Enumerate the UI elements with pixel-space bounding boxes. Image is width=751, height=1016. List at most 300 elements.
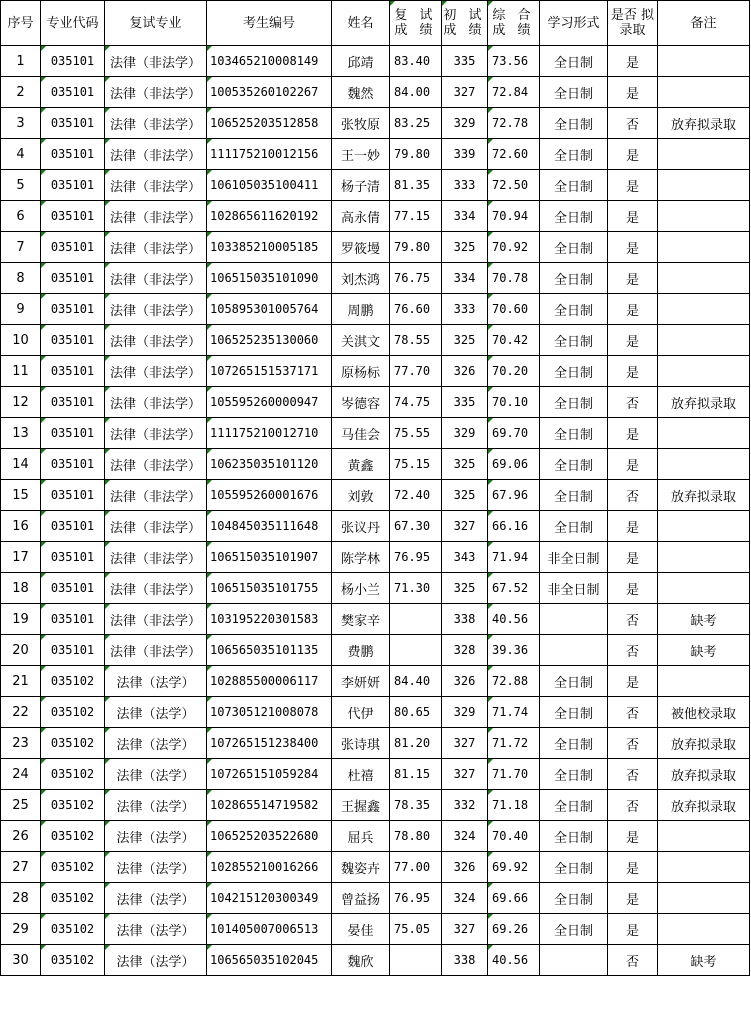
cell-major-code: 035101: [41, 108, 105, 139]
cell-note: [658, 77, 750, 108]
cell-initial-score: 326: [442, 852, 488, 883]
cell-major-code: 035101: [41, 139, 105, 170]
cell-admit: 是: [608, 883, 658, 914]
cell-seq: 4: [1, 139, 41, 170]
cell-candidate-id: 102865611620192: [207, 201, 332, 232]
cell-total-score: 69.66: [488, 883, 540, 914]
cell-major: 法律（非法学）: [105, 325, 207, 356]
cell-name: 张诗琪: [332, 728, 390, 759]
cell-admit: 是: [608, 170, 658, 201]
cell-major: 法律（法学）: [105, 852, 207, 883]
cell-initial-score: 327: [442, 77, 488, 108]
cell-study-mode: 全日制: [540, 263, 608, 294]
cell-major: 法律（法学）: [105, 697, 207, 728]
cell-candidate-id: 105895301005764: [207, 294, 332, 325]
cell-name: 屈兵: [332, 821, 390, 852]
cell-note: 被他校录取: [658, 697, 750, 728]
cell-major: 法律（法学）: [105, 821, 207, 852]
cell-admit: 是: [608, 914, 658, 945]
cell-seq: 17: [1, 542, 41, 573]
cell-major-code: 035101: [41, 294, 105, 325]
cell-total-score: 71.18: [488, 790, 540, 821]
cell-initial-score: 324: [442, 821, 488, 852]
cell-total-score: 69.06: [488, 449, 540, 480]
header-seq: 序号: [1, 1, 41, 46]
cell-name: 张议丹: [332, 511, 390, 542]
cell-candidate-id: 103465210008149: [207, 46, 332, 77]
cell-seq: 8: [1, 263, 41, 294]
cell-candidate-id: 107265151059284: [207, 759, 332, 790]
cell-name: 代伊: [332, 697, 390, 728]
cell-study-mode: 全日制: [540, 666, 608, 697]
cell-major: 法律（非法学）: [105, 387, 207, 418]
table-row: [1, 883, 750, 914]
cell-total-score: 69.92: [488, 852, 540, 883]
cell-candidate-id: 100535260102267: [207, 77, 332, 108]
cell-name: 杜禧: [332, 759, 390, 790]
cell-admit: 是: [608, 449, 658, 480]
cell-retest-score: 78.35: [390, 790, 442, 821]
cell-name: 李妍妍: [332, 666, 390, 697]
cell-retest-score: 76.95: [390, 542, 442, 573]
cell-major-code: 035101: [41, 232, 105, 263]
table-row: [1, 790, 750, 821]
cell-study-mode: 全日制: [540, 883, 608, 914]
cell-retest-score: 81.15: [390, 759, 442, 790]
header-mode: 学习形式: [540, 1, 608, 46]
cell-study-mode: 全日制: [540, 139, 608, 170]
cell-seq: 12: [1, 387, 41, 418]
cell-note: 放弃拟录取: [658, 759, 750, 790]
cell-admit: 是: [608, 418, 658, 449]
cell-admit: 是: [608, 201, 658, 232]
table-row: [1, 666, 750, 697]
cell-seq: 22: [1, 697, 41, 728]
cell-major: 法律（非法学）: [105, 480, 207, 511]
cell-note: [658, 852, 750, 883]
cell-note: [658, 232, 750, 263]
cell-name: 晏佳: [332, 914, 390, 945]
cell-study-mode: 全日制: [540, 759, 608, 790]
cell-major-code: 035101: [41, 449, 105, 480]
cell-retest-score: 84.00: [390, 77, 442, 108]
cell-note: 缺考: [658, 945, 750, 976]
cell-major: 法律（非法学）: [105, 511, 207, 542]
cell-seq: 1: [1, 46, 41, 77]
cell-note: [658, 294, 750, 325]
cell-total-score: 70.42: [488, 325, 540, 356]
cell-total-score: 67.96: [488, 480, 540, 511]
cell-candidate-id: 111175210012156: [207, 139, 332, 170]
cell-total-score: 72.88: [488, 666, 540, 697]
cell-candidate-id: 106235035101120: [207, 449, 332, 480]
cell-candidate-id: 102885500006117: [207, 666, 332, 697]
cell-total-score: 72.78: [488, 108, 540, 139]
cell-retest-score: 77.70: [390, 356, 442, 387]
cell-study-mode: 全日制: [540, 387, 608, 418]
cell-candidate-id: 105595260001676: [207, 480, 332, 511]
cell-name: 张牧原: [332, 108, 390, 139]
cell-total-score: 71.74: [488, 697, 540, 728]
cell-study-mode: 全日制: [540, 356, 608, 387]
cell-candidate-id: 106105035100411: [207, 170, 332, 201]
cell-candidate-id: 107265151537171: [207, 356, 332, 387]
cell-name: 王握鑫: [332, 790, 390, 821]
cell-major: 法律（非法学）: [105, 46, 207, 77]
cell-initial-score: 335: [442, 387, 488, 418]
cell-note: [658, 46, 750, 77]
cell-name: 樊家辛: [332, 604, 390, 635]
cell-note: [658, 356, 750, 387]
cell-initial-score: 333: [442, 294, 488, 325]
table-row: [1, 914, 750, 945]
cell-total-score: 70.78: [488, 263, 540, 294]
table-row: [1, 263, 750, 294]
cell-major: 法律（非法学）: [105, 449, 207, 480]
cell-admit: 否: [608, 728, 658, 759]
cell-admit: 是: [608, 356, 658, 387]
cell-candidate-id: 106565035102045: [207, 945, 332, 976]
cell-major-code: 035101: [41, 77, 105, 108]
cell-major-code: 035102: [41, 697, 105, 728]
cell-study-mode: 全日制: [540, 294, 608, 325]
cell-note: [658, 139, 750, 170]
cell-retest-score: [390, 604, 442, 635]
cell-initial-score: 326: [442, 356, 488, 387]
cell-initial-score: 328: [442, 635, 488, 666]
cell-note: 缺考: [658, 635, 750, 666]
cell-initial-score: 327: [442, 728, 488, 759]
cell-note: [658, 418, 750, 449]
cell-major-code: 035102: [41, 666, 105, 697]
cell-total-score: 66.16: [488, 511, 540, 542]
cell-total-score: 69.70: [488, 418, 540, 449]
cell-seq: 26: [1, 821, 41, 852]
cell-retest-score: 80.65: [390, 697, 442, 728]
cell-retest-score: 74.75: [390, 387, 442, 418]
cell-admit: 是: [608, 821, 658, 852]
cell-name: 关淇文: [332, 325, 390, 356]
table-row: [1, 697, 750, 728]
cell-note: 放弃拟录取: [658, 790, 750, 821]
cell-study-mode: 全日制: [540, 77, 608, 108]
table-row: [1, 945, 750, 976]
cell-seq: 10: [1, 325, 41, 356]
cell-candidate-id: 106515035101907: [207, 542, 332, 573]
cell-retest-score: 75.05: [390, 914, 442, 945]
cell-seq: 13: [1, 418, 41, 449]
cell-major-code: 035101: [41, 604, 105, 635]
cell-retest-score: 75.55: [390, 418, 442, 449]
table-row: [1, 356, 750, 387]
cell-candidate-id: 101405007006513: [207, 914, 332, 945]
cell-note: 放弃拟录取: [658, 387, 750, 418]
cell-study-mode: 全日制: [540, 914, 608, 945]
cell-admit: 是: [608, 263, 658, 294]
cell-study-mode: 全日制: [540, 697, 608, 728]
cell-major: 法律（非法学）: [105, 356, 207, 387]
table-row: [1, 201, 750, 232]
cell-seq: 23: [1, 728, 41, 759]
cell-seq: 16: [1, 511, 41, 542]
cell-initial-score: 327: [442, 914, 488, 945]
cell-seq: 30: [1, 945, 41, 976]
cell-major: 法律（非法学）: [105, 108, 207, 139]
table-row: [1, 728, 750, 759]
cell-name: 杨子清: [332, 170, 390, 201]
cell-initial-score: 325: [442, 480, 488, 511]
cell-retest-score: 83.40: [390, 46, 442, 77]
cell-total-score: 69.26: [488, 914, 540, 945]
cell-study-mode: 全日制: [540, 46, 608, 77]
cell-total-score: 71.70: [488, 759, 540, 790]
cell-initial-score: 329: [442, 697, 488, 728]
cell-note: [658, 325, 750, 356]
cell-study-mode: 全日制: [540, 418, 608, 449]
cell-study-mode: [540, 945, 608, 976]
cell-study-mode: 全日制: [540, 170, 608, 201]
cell-seq: 18: [1, 573, 41, 604]
cell-major-code: 035102: [41, 883, 105, 914]
cell-major: 法律（非法学）: [105, 77, 207, 108]
cell-admit: 否: [608, 635, 658, 666]
cell-initial-score: 326: [442, 666, 488, 697]
cell-major: 法律（非法学）: [105, 294, 207, 325]
cell-study-mode: 全日制: [540, 325, 608, 356]
table-row: [1, 821, 750, 852]
table-row: [1, 387, 750, 418]
cell-candidate-id: 106525203512858: [207, 108, 332, 139]
cell-seq: 15: [1, 480, 41, 511]
cell-candidate-id: 104845035111648: [207, 511, 332, 542]
cell-major: 法律（非法学）: [105, 263, 207, 294]
cell-initial-score: 329: [442, 108, 488, 139]
cell-name: 魏欣: [332, 945, 390, 976]
cell-note: 缺考: [658, 604, 750, 635]
cell-total-score: 40.56: [488, 945, 540, 976]
cell-retest-score: 77.00: [390, 852, 442, 883]
cell-study-mode: 全日制: [540, 790, 608, 821]
cell-retest-score: [390, 945, 442, 976]
cell-name: 邱靖: [332, 46, 390, 77]
cell-seq: 25: [1, 790, 41, 821]
cell-major-code: 035102: [41, 790, 105, 821]
cell-note: 放弃拟录取: [658, 480, 750, 511]
cell-seq: 9: [1, 294, 41, 325]
cell-note: [658, 542, 750, 573]
cell-study-mode: [540, 635, 608, 666]
header-total: 综 合 成 绩: [488, 1, 540, 46]
cell-major-code: 035101: [41, 201, 105, 232]
cell-initial-score: 338: [442, 945, 488, 976]
cell-study-mode: 全日制: [540, 201, 608, 232]
cell-initial-score: 334: [442, 263, 488, 294]
cell-name: 黄鑫: [332, 449, 390, 480]
cell-major: 法律（法学）: [105, 790, 207, 821]
cell-retest-score: 83.25: [390, 108, 442, 139]
cell-retest-score: 76.60: [390, 294, 442, 325]
cell-total-score: 70.40: [488, 821, 540, 852]
cell-total-score: 70.92: [488, 232, 540, 263]
cell-name: 高永倩: [332, 201, 390, 232]
cell-candidate-id: 106525235130060: [207, 325, 332, 356]
cell-seq: 20: [1, 635, 41, 666]
header-retest: 复 试 成 绩: [390, 1, 442, 46]
table-row: [1, 232, 750, 263]
cell-name: 原杨标: [332, 356, 390, 387]
cell-seq: 6: [1, 201, 41, 232]
cell-initial-score: 332: [442, 790, 488, 821]
table-row: [1, 604, 750, 635]
cell-admit: 否: [608, 697, 658, 728]
cell-name: 刘敦: [332, 480, 390, 511]
cell-major-code: 035101: [41, 480, 105, 511]
cell-initial-score: 327: [442, 759, 488, 790]
cell-major: 法律（非法学）: [105, 232, 207, 263]
cell-retest-score: 84.40: [390, 666, 442, 697]
cell-major: 法律（法学）: [105, 666, 207, 697]
cell-candidate-id: 107305121008078: [207, 697, 332, 728]
table-row: [1, 480, 750, 511]
cell-study-mode: 全日制: [540, 728, 608, 759]
cell-major-code: 035101: [41, 418, 105, 449]
cell-seq: 24: [1, 759, 41, 790]
cell-name: 罗筱墁: [332, 232, 390, 263]
cell-total-score: 71.94: [488, 542, 540, 573]
cell-major: 法律（非法学）: [105, 170, 207, 201]
cell-major-code: 035101: [41, 573, 105, 604]
cell-admit: 否: [608, 945, 658, 976]
cell-initial-score: 335: [442, 46, 488, 77]
cell-retest-score: 72.40: [390, 480, 442, 511]
cell-major: 法律（法学）: [105, 883, 207, 914]
cell-retest-score: 81.20: [390, 728, 442, 759]
cell-candidate-id: 102865514719582: [207, 790, 332, 821]
cell-initial-score: 329: [442, 418, 488, 449]
cell-initial-score: 334: [442, 201, 488, 232]
cell-study-mode: 全日制: [540, 480, 608, 511]
cell-note: [658, 914, 750, 945]
cell-major-code: 035101: [41, 325, 105, 356]
cell-note: 放弃拟录取: [658, 108, 750, 139]
cell-total-score: 72.84: [488, 77, 540, 108]
header-note: 备注: [658, 1, 750, 46]
cell-retest-score: [390, 635, 442, 666]
cell-name: 费鹏: [332, 635, 390, 666]
cell-major-code: 035101: [41, 46, 105, 77]
cell-name: 魏然: [332, 77, 390, 108]
cell-seq: 5: [1, 170, 41, 201]
cell-seq: 21: [1, 666, 41, 697]
cell-study-mode: 全日制: [540, 821, 608, 852]
table-row: [1, 46, 750, 77]
cell-initial-score: 343: [442, 542, 488, 573]
cell-admit: 否: [608, 604, 658, 635]
cell-candidate-id: 103385210005185: [207, 232, 332, 263]
cell-study-mode: 非全日制: [540, 573, 608, 604]
cell-name: 岑德容: [332, 387, 390, 418]
header-initial: 初 试 成 绩: [442, 1, 488, 46]
cell-study-mode: 非全日制: [540, 542, 608, 573]
cell-note: [658, 573, 750, 604]
table-row: [1, 449, 750, 480]
cell-note: [658, 201, 750, 232]
cell-seq: 27: [1, 852, 41, 883]
cell-candidate-id: 106515035101755: [207, 573, 332, 604]
table-row: [1, 573, 750, 604]
header-admit: 是否 拟录取: [608, 1, 658, 46]
header-id: 考生编号: [207, 1, 332, 46]
cell-name: 陈学林: [332, 542, 390, 573]
cell-candidate-id: 106515035101090: [207, 263, 332, 294]
cell-note: [658, 666, 750, 697]
cell-candidate-id: 103195220301583: [207, 604, 332, 635]
cell-candidate-id: 111175210012710: [207, 418, 332, 449]
cell-seq: 3: [1, 108, 41, 139]
cell-candidate-id: 102855210016266: [207, 852, 332, 883]
cell-major-code: 035101: [41, 356, 105, 387]
cell-seq: 28: [1, 883, 41, 914]
cell-total-score: 72.50: [488, 170, 540, 201]
cell-initial-score: 339: [442, 139, 488, 170]
cell-note: [658, 883, 750, 914]
cell-candidate-id: 107265151238400: [207, 728, 332, 759]
cell-major: 法律（法学）: [105, 759, 207, 790]
cell-admit: 是: [608, 46, 658, 77]
table-row: [1, 542, 750, 573]
cell-admit: 是: [608, 77, 658, 108]
cell-admit: 是: [608, 542, 658, 573]
cell-retest-score: 79.80: [390, 232, 442, 263]
cell-seq: 2: [1, 77, 41, 108]
cell-major-code: 035101: [41, 635, 105, 666]
cell-admit: 否: [608, 790, 658, 821]
cell-name: 魏姿卉: [332, 852, 390, 883]
cell-candidate-id: 106525203522680: [207, 821, 332, 852]
cell-retest-score: 78.80: [390, 821, 442, 852]
cell-total-score: 39.36: [488, 635, 540, 666]
header-major: 复试专业: [105, 1, 207, 46]
cell-major-code: 035101: [41, 511, 105, 542]
cell-note: 放弃拟录取: [658, 728, 750, 759]
cell-study-mode: 全日制: [540, 232, 608, 263]
cell-retest-score: 67.30: [390, 511, 442, 542]
cell-major: 法律（非法学）: [105, 418, 207, 449]
cell-candidate-id: 105595260000947: [207, 387, 332, 418]
cell-total-score: 40.56: [488, 604, 540, 635]
cell-note: [658, 263, 750, 294]
cell-major: 法律（非法学）: [105, 139, 207, 170]
cell-retest-score: 78.55: [390, 325, 442, 356]
cell-major-code: 035102: [41, 914, 105, 945]
cell-major: 法律（非法学）: [105, 573, 207, 604]
cell-study-mode: 全日制: [540, 511, 608, 542]
table-row: [1, 170, 750, 201]
cell-total-score: 70.10: [488, 387, 540, 418]
cell-major-code: 035102: [41, 728, 105, 759]
cell-initial-score: 338: [442, 604, 488, 635]
cell-major-code: 035101: [41, 170, 105, 201]
cell-study-mode: 全日制: [540, 449, 608, 480]
cell-major-code: 035102: [41, 852, 105, 883]
cell-retest-score: 71.30: [390, 573, 442, 604]
header-row: [1, 1, 750, 46]
cell-total-score: 70.60: [488, 294, 540, 325]
cell-note: [658, 170, 750, 201]
cell-note: [658, 511, 750, 542]
cell-name: 马佳会: [332, 418, 390, 449]
cell-admit: 是: [608, 294, 658, 325]
